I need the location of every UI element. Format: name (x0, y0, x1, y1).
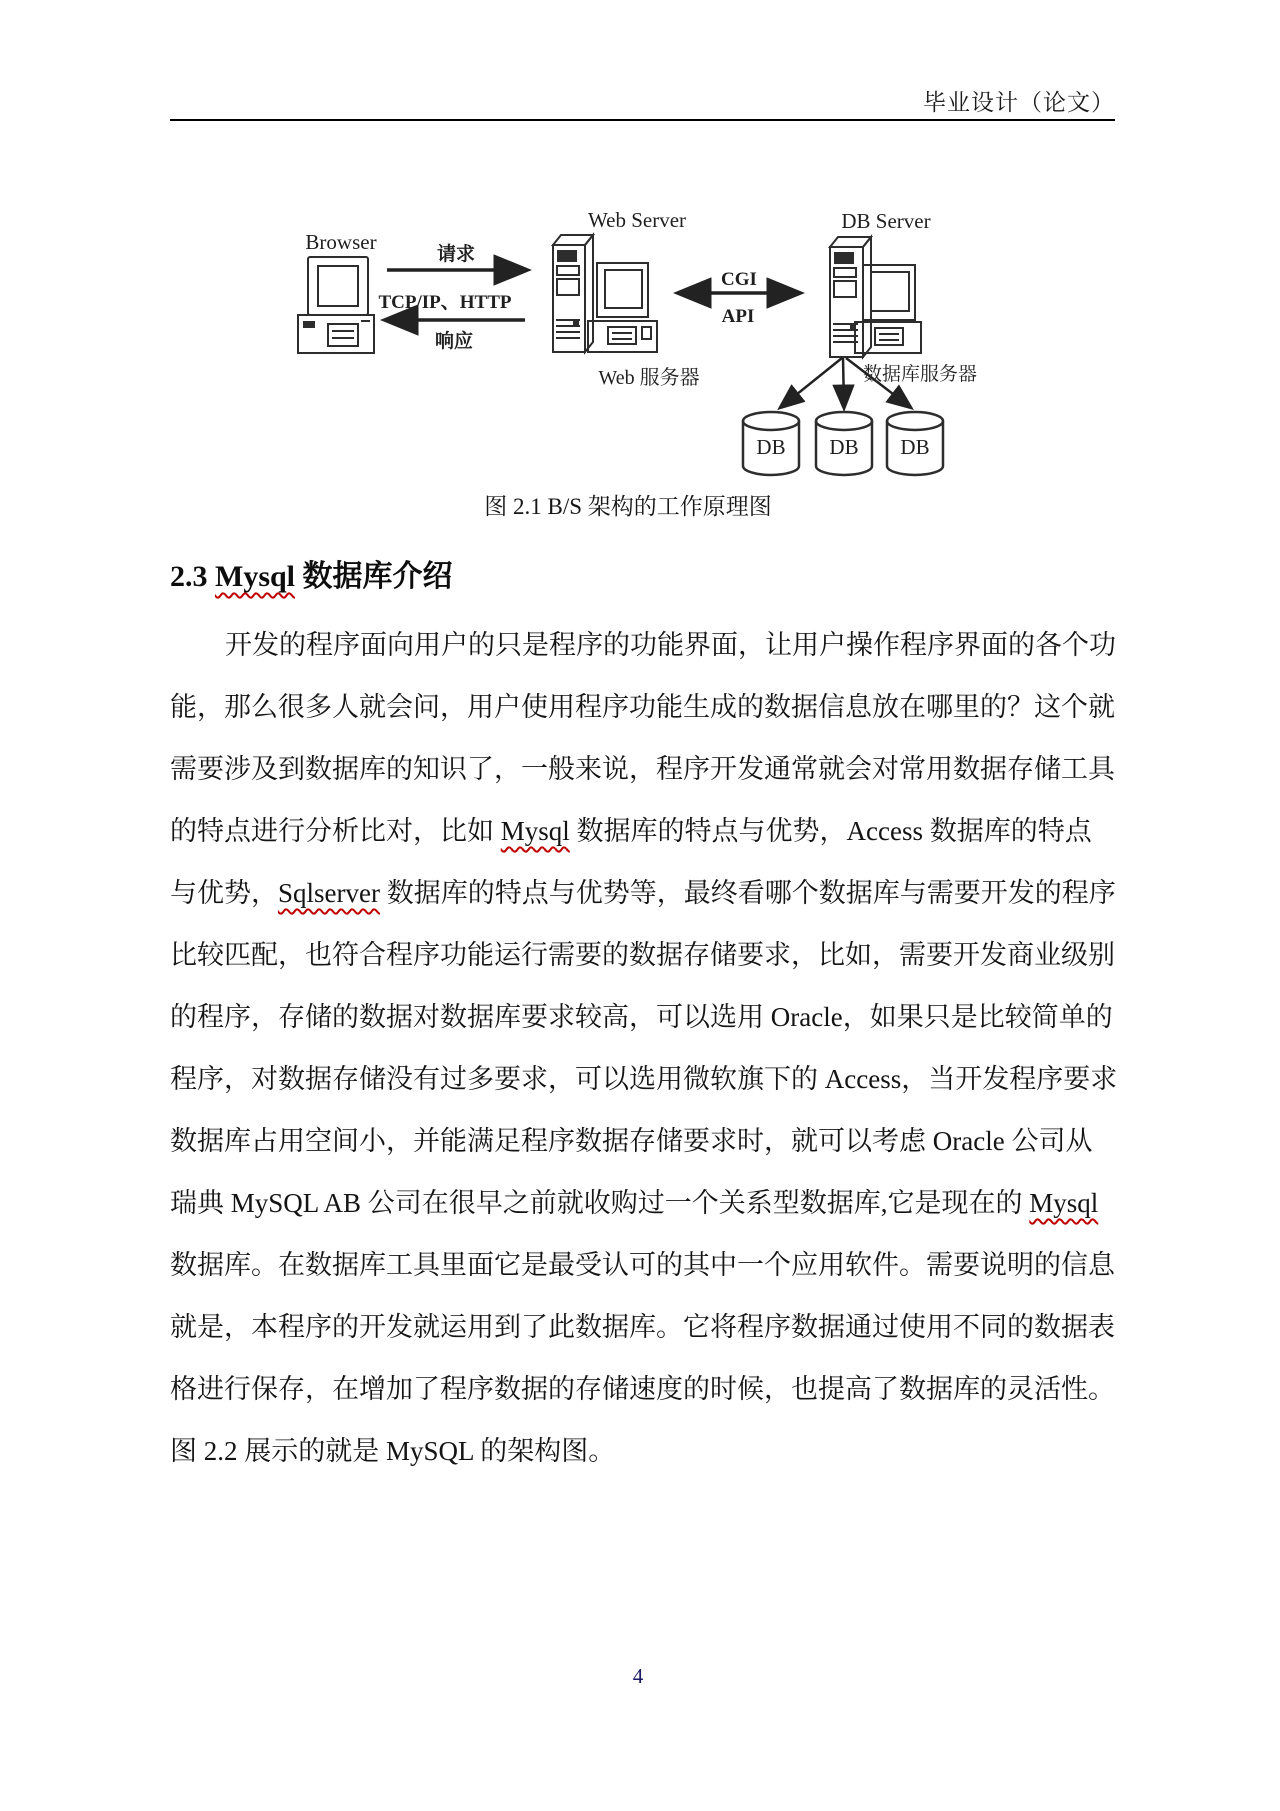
paragraph-line (170, 986, 1113, 1048)
page-header-title: 毕业设计（论文） (923, 90, 1115, 115)
paragraph-line (170, 924, 1115, 986)
text-segment: 比较匹配，也符合程序功能运行需要的数据存储要求，比如，需要开发商业级别 (170, 940, 1115, 970)
text-segment: 数据库的特点与优势等，最终看哪个数据库与需要开发的程序 (379, 878, 1116, 908)
text-segment: 数据库介绍 (295, 560, 453, 593)
db-cylinder-label-3: DB (900, 435, 930, 459)
db-cylinder-label-1: DB (756, 435, 786, 459)
figure-caption: 图 2.1 B/S 架构的工作原理图 (484, 494, 772, 519)
db-server-icon (830, 237, 921, 357)
db-server-label: DB Server (841, 209, 931, 233)
cgi-label: CGI (721, 269, 757, 290)
text-segment: 需要涉及到数据库的知识了，一般来说，程序开发通常就会对常用数据存储工具 (170, 754, 1115, 784)
paragraph-line (170, 1358, 1115, 1420)
text-segment: 程序，对数据存储没有过多要求，可以选用微软旗下的 Access，当开发程序要求 (170, 1064, 1118, 1094)
text-segment: 的程序，存储的数据对数据库要求较高，可以选用 Oracle，如果只是比较简单的 (170, 1002, 1113, 1032)
web-server-cn-label: Web 服务器 (598, 367, 700, 389)
body-paragraph (170, 614, 1118, 1482)
text-segment: 瑞典 MySQL AB 公司在很早之前就收购过一个关系型数据库,它是现在的 (170, 1188, 1030, 1218)
text-segment: 开发的程序面向用户的只是程序的功能界面，让用户操作程序界面的各个功 (225, 630, 1116, 660)
paragraph-line (170, 1234, 1115, 1296)
figure-bs-architecture (290, 200, 980, 478)
paragraph-line (170, 1172, 1099, 1234)
db-fan-arrow-left (781, 358, 842, 407)
section-heading (170, 551, 453, 595)
misspelled-word: Mysql (215, 560, 296, 593)
text-segment: 与优势， (170, 878, 278, 908)
db-server-cn-label: 数据库服务器 (862, 364, 978, 385)
text-segment: 数据库的特点与优势，Access 数据库的特点 (569, 816, 1092, 846)
paragraph-line (170, 1420, 1086, 1482)
browser-computer-icon (298, 257, 374, 353)
web-server-label: Web Server (587, 208, 687, 232)
header-rule (170, 119, 1115, 121)
web-server-icon (553, 235, 657, 352)
bs-architecture-diagram (290, 200, 980, 478)
text-segment: 2.3 (170, 560, 215, 593)
response-label: 响应 (434, 331, 474, 352)
misspelled-word: Mysql (1029, 1188, 1099, 1218)
paragraph-line (170, 800, 1092, 862)
text-segment: 的特点进行分析比对，比如 (170, 816, 501, 846)
request-label: 请求 (436, 244, 476, 265)
db-fan-arrow-middle (843, 358, 844, 407)
protocol-label: TCP/IP、HTTP (378, 292, 512, 313)
text-segment: 数据库占用空间小，并能满足程序数据存储要求时，就可以考虑 Oracle 公司从 (170, 1126, 1093, 1156)
api-label: API (721, 306, 755, 327)
misspelled-word: Sqlserver (278, 878, 380, 908)
misspelled-word: Mysql (500, 816, 570, 846)
text-segment: 就是，本程序的开发就运用到了此数据库。它将程序数据通过使用不同的数据表 (170, 1312, 1115, 1342)
page-number: 4 (632, 1664, 644, 1688)
text-segment: 图 2.2 展示的就是 MySQL 的架构图。 (170, 1436, 616, 1466)
paragraph-line (170, 862, 1116, 924)
paragraph-line (170, 1048, 1118, 1110)
text-segment: 数据库。在数据库工具里面它是最受认可的其中一个应用软件。需要说明的信息 (170, 1250, 1115, 1280)
browser-label: Browser (305, 230, 377, 254)
paragraph-line (170, 614, 1116, 676)
paragraph-line (170, 738, 1115, 800)
paragraph-line (170, 1296, 1115, 1358)
db-cylinder-label-2: DB (829, 435, 859, 459)
text-segment: 能，那么很多人就会问，用户使用程序功能生成的数据信息放在哪里的？这个就 (170, 692, 1115, 722)
paragraph-line (170, 676, 1115, 738)
paragraph-line (170, 1110, 1093, 1172)
text-segment: 格进行保存，在增加了程序数据的存储速度的时候，也提高了数据库的灵活性。 (170, 1374, 1115, 1404)
